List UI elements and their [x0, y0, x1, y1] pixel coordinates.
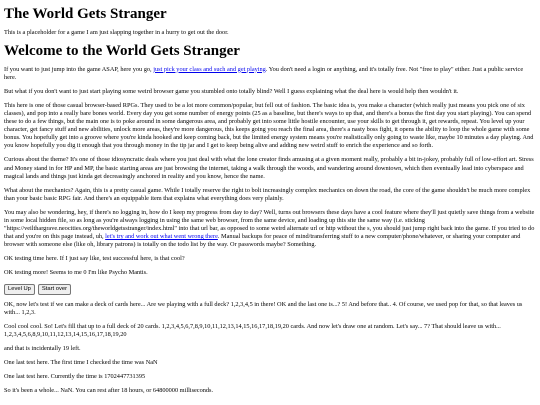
placeholder-note: This is a placeholder for a game I am just slapping together in a hurry to get out the door. [4, 29, 229, 37]
button-row [4, 284, 536, 295]
login-paragraph [4, 209, 536, 249]
test-message-2: OK testing more! Seems to me 0 I'm like Psycho Mantis. [4, 269, 148, 277]
troubleshoot-link[interactable]: let's try and work out what went wrong there [105, 233, 218, 241]
test-message-1: OK testing time here. If I just say like, test successful here, is that cool? [4, 255, 185, 263]
intro-paragraph [4, 66, 536, 82]
pick-class-link[interactable]: just pick your class and such and get playing [153, 65, 266, 73]
cards-left-paragraph: and that is incidentally 19 left. [4, 344, 81, 352]
full-deck-paragraph: Cool cool cool. So! Let's fill that up to a full deck of 20 cards. 1,2,3,4,5,6,7,8,9,10,11,12,13,14,15,16,17,18,19,20 cards. And now let's draw one at random. Let's say... 7? That should leave us with... 1,2,3,4,5,6,8,9,10,11,12,13,14,15,16,17,18,19,20 [4, 322, 501, 338]
explanation-paragraph: But what if you don't want to just start playing some weird browser game you stumbled onto totally blind? Well I guess explaining what the deal here is would help then wouldn't it. [4, 87, 459, 95]
first-time-check: One last test here. The first time I checked the time was NaN [4, 359, 158, 367]
theme-paragraph: Curious about the theme? It's one of those idiosyncratic deals where you just deal with what the lone creator finds amusing at a given moment really, probably a bit in-jokey, probably full of low-effort art. Stress and Money stand in for HP and MP, the basic starting areas are just browsing the internet, taking a walk through the woods, and wandering around downtown, which then eventually lead into cyberspace and magical lands and things just kinda get decreasingly anchored in reality and you know, hence the name. [4, 156, 534, 180]
intro-text-after: . You don't need a login or anything, and it's totally free. Not "free to play" either. Just a public service here. [4, 65, 524, 81]
deck-test-paragraph: OK, now let's test if we can make a deck of cards here... Are we playing with a full deck? 1,2,3,4,5 in there! OK and the last one is...? 5! And before that.. 4. Of course, we used pop for that, so that leaves us with... 1,2,3. [4, 300, 523, 316]
current-time-check: One last test here. Currently the time is 1702447731395 [4, 373, 146, 381]
game-description-paragraph: This here is one of those casual browser-based RPGs. They used to be a lot more common/popular, but fell out of fashion. The basic idea is, you make a character (which really just means you pick one of six classes), and pop into a really bare bones world. Every day you get some number of energy points (25 as a baseline, but there's ways to up that, and there's a bonus the first day you start playing). You can spend these to do a few things, but the main one is to poke around in some dangerous area, and probably get into some little hostile encounter, use your skills to get through it, get rewards, repeat. You level up your character, get fancy stuff and new abilities, unlock more areas, they're more dangerous, this keeps going you reach the final area, there's a nasty boss fight, it opens the ability to loop the whole game with some bonus. You hopefully get into a groove where you're kinda hooked and keep coming back, but the limited energy system means you're realistically only going to waste like, maybe 10 minutes a day playing. And you know hopefully you dig it enough that you through money in the tip jar and I get to keep being alive and adding new weird stuff to enrich the experience and so forth. [4, 101, 534, 150]
page-title: The World Gets Stranger [4, 6, 167, 22]
start-over-button[interactable]: Start over [38, 284, 71, 295]
intro-text-before: If you want to just jump into the game ASAP, here you go, [4, 65, 154, 73]
mechanics-paragraph: What about the mechanics? Again, this is a pretty casual game. While I totally reserve the right to bolt increasingly complex mechanics on down the road, the core of the game shouldn't be much more complex than your basic basic RPG fair. And there's an equippable item that explains what everything does very plainly. [4, 186, 531, 202]
welcome-heading: Welcome to the World Gets Stranger [4, 43, 240, 60]
rest-timer-paragraph: So it's been a whole... NaN. You can rest after 18 hours, or 64800000 milliseconds. [4, 387, 214, 395]
level-up-button[interactable]: Level Up [4, 284, 35, 295]
login-text-before: You may also be wondering, hey, if there's no logging in, how do I keep my progress from day to day? Well, turns out browsers these days have a cool feature where they'll just quietly save things from a website in some local hidden file, so as long as you're always logging in using the same web browser, from the same device, and loading up this site the same way (i.e. sticking "https://veilthargrave.neocities.org/theworldgetsstranger/index.html" into that url bar, as opposed to some weird alternate url or http without the s, you should just jump right back into the game. If you tried to do that and you're on this page instead, uh, [4, 208, 535, 241]
login-text-after: . Manual backups for peace of mind/transferring stuff to a new computer/phone/whatever, or sharing your computer and browser with someone else (like oh, library patrons) is totally on the todo list by the way. Or passwords maybe? Something. [4, 233, 521, 249]
